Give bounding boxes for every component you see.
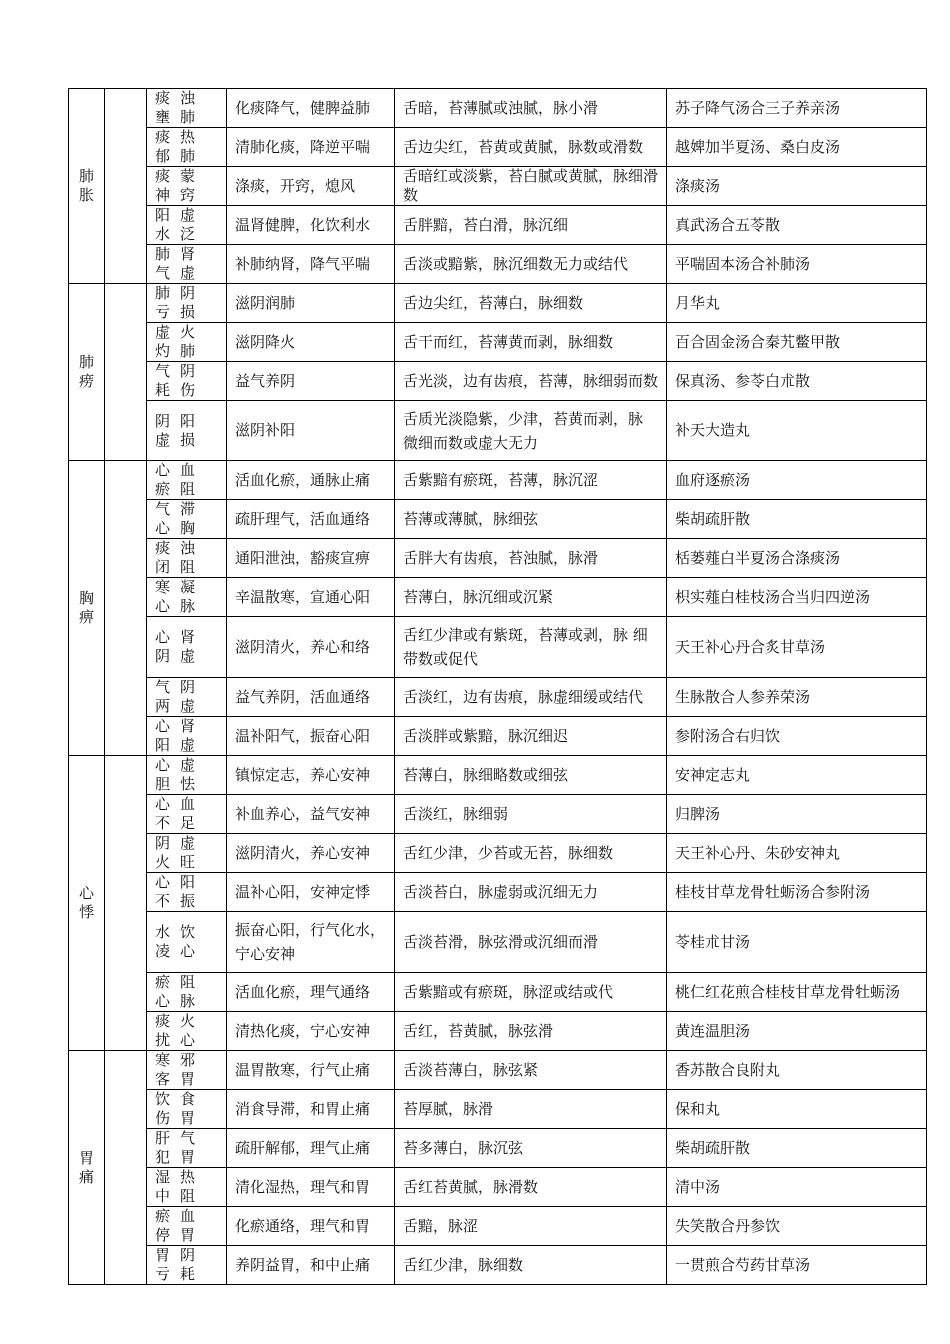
syndrome-cell: 心血瘀阻 — [147, 461, 227, 500]
table-row — [69, 362, 927, 401]
table-row — [69, 323, 927, 362]
table-row — [69, 912, 927, 973]
table-row — [69, 1012, 927, 1051]
syndrome-cell: 心虚胆怯 — [147, 756, 227, 795]
syndrome-cell: 痰浊壅肺 — [147, 89, 227, 128]
treatment-cell: 清化湿热，理气和胃 — [227, 1168, 395, 1207]
blank-cell — [105, 284, 147, 461]
tongue-pulse-cell: 舌淡或黯紫，脉沉细数无力或结代 — [395, 245, 667, 284]
blank-cell — [105, 461, 147, 756]
tongue-pulse-cell: 舌暗红或淡紫，苔白腻或黄腻，脉细滑数 — [395, 167, 667, 206]
table-row — [69, 167, 927, 206]
treatment-cell: 化瘀通络，理气和胃 — [227, 1207, 395, 1246]
tongue-pulse-cell: 苔厚腻，脉滑 — [395, 1090, 667, 1129]
table-row — [69, 539, 927, 578]
disease-cell: 肺胀 — [69, 89, 105, 284]
tongue-pulse-cell: 舌胖黯，苔白滑，脉沉细 — [395, 206, 667, 245]
treatment-cell: 化痰降气，健脾益肺 — [227, 89, 395, 128]
formula-cell: 真武汤合五苓散 — [667, 206, 927, 245]
syndrome-cell: 气滞心胸 — [147, 500, 227, 539]
table-row — [69, 128, 927, 167]
syndrome-cell: 胃阴亏耗 — [147, 1246, 227, 1285]
syndrome-cell: 心阳不振 — [147, 873, 227, 912]
tongue-pulse-cell: 舌黯，脉涩 — [395, 1207, 667, 1246]
table-row — [69, 717, 927, 756]
syndrome-cell: 痰浊闭阻 — [147, 539, 227, 578]
tongue-pulse-cell: 苔多薄白，脉沉弦 — [395, 1129, 667, 1168]
table-row — [69, 245, 927, 284]
formula-cell: 归脾汤 — [667, 795, 927, 834]
table-row — [69, 834, 927, 873]
formula-cell: 桃仁红花煎合桂枝甘草龙骨牡蛎汤 — [667, 973, 927, 1012]
table-row — [69, 578, 927, 617]
formula-cell: 月华丸 — [667, 284, 927, 323]
table-row — [69, 1129, 927, 1168]
syndrome-cell: 肺肾气虚 — [147, 245, 227, 284]
table-row — [69, 1168, 927, 1207]
treatment-cell: 滋阴清火，养心和络 — [227, 617, 395, 678]
table-row — [69, 1051, 927, 1090]
syndrome-cell: 饮食伤胃 — [147, 1090, 227, 1129]
syndrome-cell: 湿热中阻 — [147, 1168, 227, 1207]
formula-cell: 补天大造丸 — [667, 401, 927, 461]
treatment-cell: 清肺化痰，降逆平喘 — [227, 128, 395, 167]
treatment-cell: 振奋心阳，行气化水， 宁心安神 — [227, 912, 395, 973]
tongue-pulse-cell: 舌边尖红，苔黄或黄腻，脉数或滑数 — [395, 128, 667, 167]
syndrome-cell: 痰火扰心 — [147, 1012, 227, 1051]
treatment-cell: 滋阴润肺 — [227, 284, 395, 323]
formula-cell: 参附汤合右归饮 — [667, 717, 927, 756]
table-row — [69, 973, 927, 1012]
treatment-cell: 补血养心，益气安神 — [227, 795, 395, 834]
formula-cell: 血府逐瘀汤 — [667, 461, 927, 500]
tongue-pulse-cell: 舌红少津或有紫斑，苔薄或剥，脉 细 带数或促代 — [395, 617, 667, 678]
table-row — [69, 678, 927, 717]
treatment-cell: 滋阴清火，养心安神 — [227, 834, 395, 873]
formula-cell: 黄连温胆汤 — [667, 1012, 927, 1051]
table-row — [69, 461, 927, 500]
tongue-pulse-cell: 舌淡苔滑，脉弦滑或沉细而滑 — [395, 912, 667, 973]
tongue-pulse-cell: 舌红，苔黄腻，脉弦滑 — [395, 1012, 667, 1051]
tongue-pulse-cell: 舌紫黯有瘀斑，苔薄，脉沉涩 — [395, 461, 667, 500]
formula-cell: 越婢加半夏汤、桑白皮汤 — [667, 128, 927, 167]
formula-cell: 桂枝甘草龙骨牡蛎汤合参附汤 — [667, 873, 927, 912]
table-row — [69, 206, 927, 245]
treatment-cell: 温胃散寒，行气止痛 — [227, 1051, 395, 1090]
treatment-cell: 温肾健脾，化饮利水 — [227, 206, 395, 245]
syndrome-cell: 虚火灼肺 — [147, 323, 227, 362]
formula-cell: 栝蒌薤白半夏汤合涤痰汤 — [667, 539, 927, 578]
treatment-cell: 补肺纳肾，降气平喘 — [227, 245, 395, 284]
syndrome-cell: 阴虚火旺 — [147, 834, 227, 873]
formula-cell: 失笑散合丹参饮 — [667, 1207, 927, 1246]
treatment-cell: 益气养阴 — [227, 362, 395, 401]
blank-cell — [105, 756, 147, 1051]
syndrome-cell: 瘀血停胃 — [147, 1207, 227, 1246]
syndrome-cell: 肝气犯胃 — [147, 1129, 227, 1168]
tongue-pulse-cell: 舌红少津，少苔或无苔，脉细数 — [395, 834, 667, 873]
table-row — [69, 284, 927, 323]
table-row — [69, 500, 927, 539]
formula-cell: 香苏散合良附丸 — [667, 1051, 927, 1090]
syndrome-cell: 痰蒙神窍 — [147, 167, 227, 206]
treatment-cell: 滋阴降火 — [227, 323, 395, 362]
table-row — [69, 617, 927, 678]
formula-cell: 一贯煎合芍药甘草汤 — [667, 1246, 927, 1285]
tongue-pulse-cell: 舌淡红，边有齿痕，脉虚细缓或结代 — [395, 678, 667, 717]
formula-cell: 柴胡疏肝散 — [667, 500, 927, 539]
syndrome-cell: 寒邪客胃 — [147, 1051, 227, 1090]
tongue-pulse-cell: 舌淡苔白，脉虚弱或沉细无力 — [395, 873, 667, 912]
table-row — [69, 873, 927, 912]
disease-cell: 肺痨 — [69, 284, 105, 461]
formula-cell: 百合固金汤合秦艽鳖甲散 — [667, 323, 927, 362]
treatment-cell: 养阴益胃，和中止痛 — [227, 1246, 395, 1285]
disease-cell: 胃痛 — [69, 1051, 105, 1285]
syndrome-cell: 水饮凌心 — [147, 912, 227, 973]
disease-cell: 心悸 — [69, 756, 105, 1051]
formula-cell: 保和丸 — [667, 1090, 927, 1129]
table-row — [69, 1207, 927, 1246]
tongue-pulse-cell: 舌淡红，脉细弱 — [395, 795, 667, 834]
formula-cell: 保真汤、参苓白朮散 — [667, 362, 927, 401]
formula-cell: 柴胡疏肝散 — [667, 1129, 927, 1168]
formula-cell: 苓桂朮甘汤 — [667, 912, 927, 973]
tongue-pulse-cell: 舌暗，苔薄腻或浊腻，脉小滑 — [395, 89, 667, 128]
tongue-pulse-cell: 舌红少津，脉细数 — [395, 1246, 667, 1285]
table-row — [69, 401, 927, 461]
formula-cell: 天王补心丹合炙甘草汤 — [667, 617, 927, 678]
treatment-cell: 益气养阴，活血通络 — [227, 678, 395, 717]
tongue-pulse-cell: 舌红苔黄腻，脉滑数 — [395, 1168, 667, 1207]
syndrome-cell: 痰热郁肺 — [147, 128, 227, 167]
treatment-cell: 滋阴补阳 — [227, 401, 395, 461]
syndrome-cell: 瘀阻心脉 — [147, 973, 227, 1012]
treatment-cell: 疏肝理气，活血通络 — [227, 500, 395, 539]
tongue-pulse-cell: 舌胖大有齿痕，苔浊腻，脉滑 — [395, 539, 667, 578]
tongue-pulse-cell: 苔薄白，脉沉细或沉紧 — [395, 578, 667, 617]
tongue-pulse-cell: 舌紫黯或有瘀斑，脉涩或结或代 — [395, 973, 667, 1012]
syndrome-cell: 阳虚水泛 — [147, 206, 227, 245]
disease-cell: 胸痹 — [69, 461, 105, 756]
syndrome-cell: 肺阴亏损 — [147, 284, 227, 323]
treatment-cell: 辛温散寒，宣通心阳 — [227, 578, 395, 617]
blank-cell — [105, 89, 147, 284]
tongue-pulse-cell: 苔薄或薄腻，脉细弦 — [395, 500, 667, 539]
treatment-cell: 消食导滞，和胃止痛 — [227, 1090, 395, 1129]
syndrome-cell: 阴阳虚损 — [147, 401, 227, 461]
tongue-pulse-cell: 舌淡苔薄白，脉弦紧 — [395, 1051, 667, 1090]
syndrome-cell: 心血不足 — [147, 795, 227, 834]
treatment-cell: 清热化痰，宁心安神 — [227, 1012, 395, 1051]
table-row — [69, 756, 927, 795]
formula-cell: 生脉散合人参养荣汤 — [667, 678, 927, 717]
table-row — [69, 1090, 927, 1129]
syndrome-cell: 气阴耗伤 — [147, 362, 227, 401]
formula-cell: 清中汤 — [667, 1168, 927, 1207]
treatment-cell: 涤痰，开窍，熄风 — [227, 167, 395, 206]
syndrome-cell: 气阴两虚 — [147, 678, 227, 717]
syndrome-cell: 心肾阴虚 — [147, 617, 227, 678]
formula-cell: 平喘固本汤合补肺汤 — [667, 245, 927, 284]
tongue-pulse-cell: 舌光淡，边有齿痕，苔薄，脉细弱而数 — [395, 362, 667, 401]
table-row — [69, 795, 927, 834]
formula-cell: 苏子降气汤合三子养亲汤 — [667, 89, 927, 128]
tongue-pulse-cell: 舌干而红，苔薄黄而剥，脉细数 — [395, 323, 667, 362]
tongue-pulse-cell: 舌质光淡隐紫，少津，苔黄而剥，脉 微细而数或虚大无力 — [395, 401, 667, 461]
treatment-cell: 温补心阳，安神定悸 — [227, 873, 395, 912]
treatment-cell: 活血化瘀，通脉止痛 — [227, 461, 395, 500]
formula-cell: 枳实薤白桂枝汤合当归四逆汤 — [667, 578, 927, 617]
table-row — [69, 89, 927, 128]
treatment-cell: 疏肝解郁，理气止痛 — [227, 1129, 395, 1168]
formula-cell: 安神定志丸 — [667, 756, 927, 795]
syndrome-cell: 心肾阳虚 — [147, 717, 227, 756]
tongue-pulse-cell: 舌淡胖或紫黯，脉沉细迟 — [395, 717, 667, 756]
treatment-cell: 镇惊定志，养心安神 — [227, 756, 395, 795]
treatment-cell: 通阳泄浊，豁痰宣痹 — [227, 539, 395, 578]
tongue-pulse-cell: 苔薄白，脉细略数或细弦 — [395, 756, 667, 795]
blank-cell — [105, 1051, 147, 1285]
syndrome-table — [68, 88, 927, 1285]
formula-cell: 涤痰汤 — [667, 167, 927, 206]
tongue-pulse-cell: 舌边尖红，苔薄白，脉细数 — [395, 284, 667, 323]
formula-cell: 天王补心丹、朱砂安神丸 — [667, 834, 927, 873]
table-row — [69, 1246, 927, 1285]
syndrome-cell: 寒凝心脉 — [147, 578, 227, 617]
treatment-cell: 温补阳气，振奋心阳 — [227, 717, 395, 756]
treatment-cell: 活血化瘀，理气通络 — [227, 973, 395, 1012]
